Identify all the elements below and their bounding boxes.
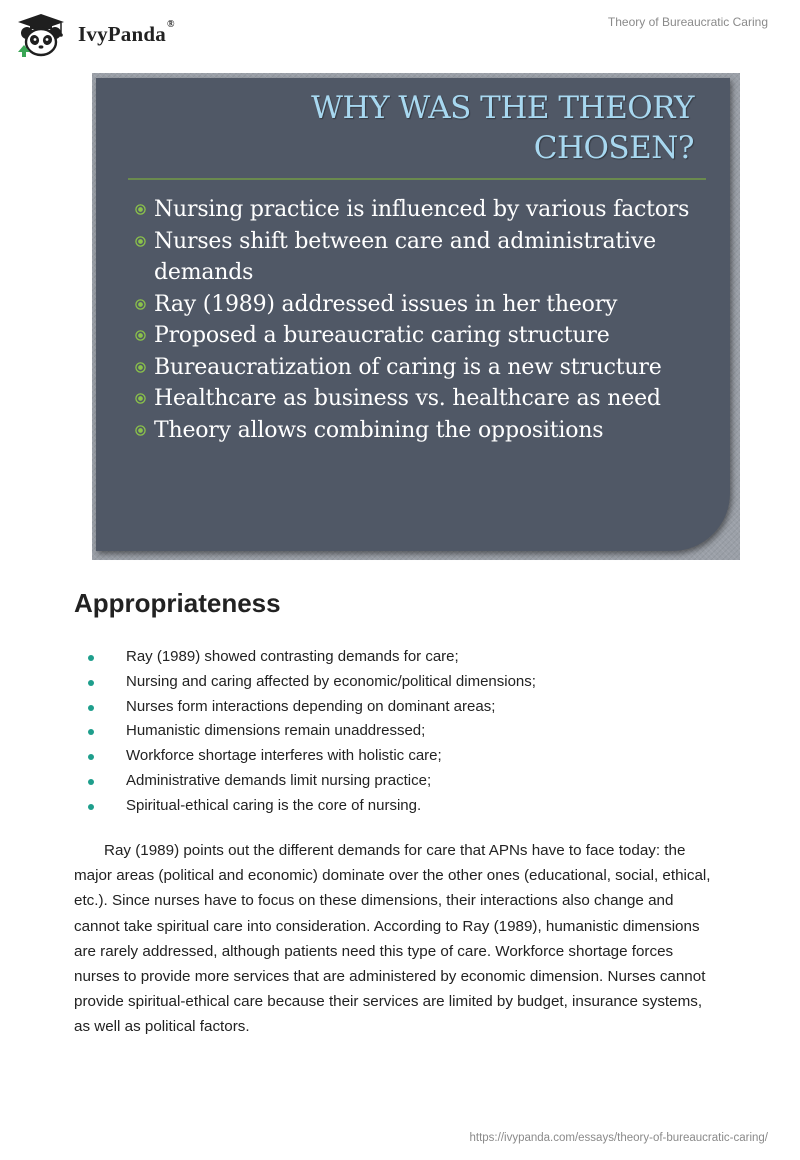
- list-item-text: Humanistic dimensions remain unaddressed;: [126, 722, 426, 740]
- list-item: [74, 719, 734, 744]
- brand-name: IvyPanda®: [78, 18, 175, 46]
- document-title: Theory of Bureaucratic Caring: [607, 15, 768, 29]
- slide-title-line-1: WHY WAS THE THEORY: [311, 90, 694, 126]
- list-item: [74, 794, 734, 819]
- slide-bullet-item: [134, 194, 714, 226]
- ring-bullet-icon: [135, 393, 146, 404]
- slide-bullet-text: Proposed a bureaucratic caring structure: [154, 323, 610, 348]
- panda-logo-icon: [14, 12, 68, 58]
- slide-bullet-item: [134, 289, 714, 321]
- slide-bullet-text: Nurses shift between care and administrative demands: [154, 228, 656, 285]
- list-item: [74, 769, 734, 794]
- list-item: [74, 670, 734, 695]
- list-item-text: Ray (1989) showed contrasting demands for care;: [126, 648, 459, 665]
- list-item-text: Workforce shortage interferes with holistic care;: [126, 747, 442, 765]
- bullet-dot-icon: [88, 655, 94, 661]
- bullet-dot-icon: [88, 779, 94, 785]
- slide-bullet-item: [134, 352, 714, 384]
- slide-bullet-text: Ray (1989) addressed issues in her theory: [154, 291, 618, 317]
- appropriateness-list: [74, 645, 734, 819]
- body-paragraph: Ray (1989) points out the different demands for care that APNs have to face today: the major areas (political and economic) dominate over the other ones (educational, social, ethical, etc.). Since nurses have to focus on these dimensions, their interactions also change and cannot take spiritual care into consideration. According to Ray (1989), humanistic dimensions are rarely addressed, although patients need this type of care. Workforce shortage forces nurses to provide more services that are administered by economic dimension. Nurses cannot provide spiritual-ethical care because their services are limited by budget, insurance systems, as well as political factors.: [74, 842, 711, 1036]
- list-item: [74, 695, 734, 720]
- slide-panel: [96, 78, 730, 551]
- bullet-dot-icon: [88, 754, 94, 760]
- section-heading: Appropriateness: [74, 588, 281, 618]
- list-item: [74, 645, 734, 670]
- brand-logo[interactable]: [14, 12, 175, 58]
- slide-bullet-text: Theory allows combining the oppositions: [154, 417, 604, 443]
- slide-title-line-2: CHOSEN?: [533, 130, 694, 166]
- slide-bullet-item: [134, 383, 714, 415]
- list-item: [74, 744, 734, 769]
- slide-bullet-item: [134, 415, 714, 447]
- ring-bullet-icon: [135, 362, 146, 373]
- ring-bullet-icon: [135, 330, 146, 341]
- slide-bullet-text: Bureaucratization of caring is a new structure: [154, 354, 662, 380]
- ring-bullet-icon: [135, 204, 146, 215]
- bullet-dot-icon: [88, 804, 94, 810]
- list-item-text: Spiritual-ethical caring is the core of nursing.: [126, 796, 422, 814]
- list-item-text: Administrative demands limit nursing practice;: [126, 771, 432, 789]
- ring-bullet-icon: [135, 425, 146, 436]
- slide-bullet-text: Nursing practice is influenced by various factors: [154, 197, 690, 222]
- slide-bullet-item: [134, 226, 714, 289]
- slide-bullet-text: Healthcare as business vs. healthcare as need: [154, 386, 661, 411]
- slide-image: [92, 73, 740, 560]
- slide-divider: [128, 178, 706, 180]
- bullet-dot-icon: [88, 729, 94, 735]
- ring-bullet-icon: [135, 236, 146, 247]
- source-url-link[interactable]: https://ivypanda.com/essays/theory-of-bureaucratic-caring/: [469, 1132, 768, 1144]
- slide-bullet-item: [134, 320, 714, 352]
- bullet-dot-icon: [88, 680, 94, 686]
- ring-bullet-icon: [135, 299, 146, 310]
- slide-bullet-list: [134, 194, 714, 446]
- list-item-text: Nurses form interactions depending on dominant areas;: [126, 697, 496, 715]
- bullet-dot-icon: [88, 705, 94, 711]
- list-item-text: Nursing and caring affected by economic/political dimensions;: [126, 672, 536, 690]
- slide-title: [154, 88, 694, 168]
